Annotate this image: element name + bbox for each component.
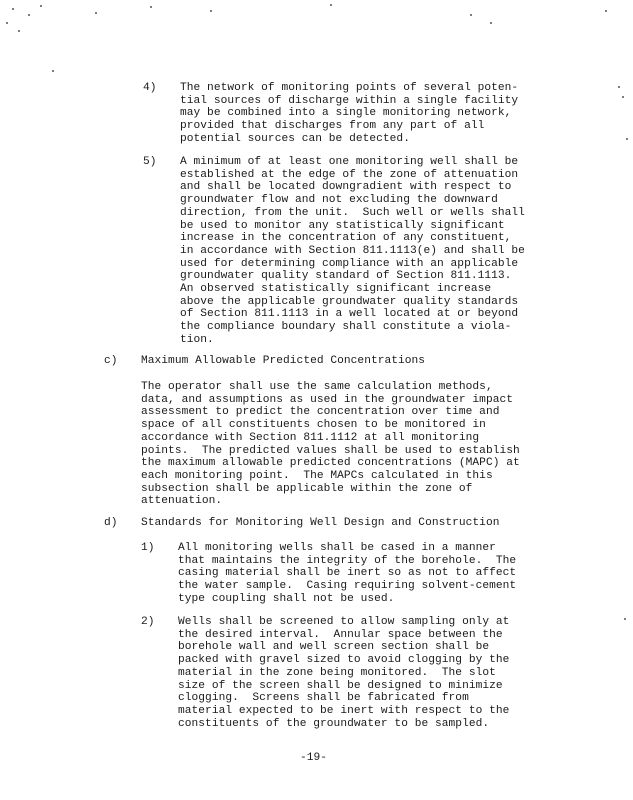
paragraph-line: assessment to predict the concentration over time and bbox=[141, 406, 500, 419]
paragraph-line: the maximum allowable predicted concentrations (MAPC) at bbox=[141, 457, 520, 470]
paragraph-line: casing material shall be inert so as not to affect bbox=[178, 567, 517, 580]
list-marker: 4) bbox=[143, 82, 157, 94]
paragraph-line: direction, from the unit. Such well or wells shall bbox=[180, 206, 525, 219]
paragraph-line: material expected to be inert with respect to the bbox=[178, 704, 510, 717]
list-marker: 2) bbox=[141, 616, 155, 628]
paragraph-line: may be combined into a single monitoring network, bbox=[180, 107, 512, 120]
paragraph-line: groundwater flow and not excluding the downward bbox=[180, 194, 498, 207]
paragraph-line: each monitoring point. The MAPCs calculated in this bbox=[141, 469, 493, 482]
paragraph-line: points. The predicted values shall be used to establish bbox=[141, 444, 520, 457]
section-marker: c) bbox=[104, 355, 118, 367]
paragraph-line: type coupling shall not be used. bbox=[178, 592, 395, 605]
paragraph-line: constituents of the groundwater to be sampled. bbox=[178, 717, 490, 730]
paragraph-line: space of all constituents chosen to be monitored in bbox=[141, 419, 486, 432]
paragraph-line: established at the edge of the zone of attenuation bbox=[180, 168, 519, 181]
paragraph-line: the desired interval. Annular space between the bbox=[178, 628, 503, 641]
paragraph-line: and shall be located downgradient with respect to bbox=[180, 181, 512, 194]
paragraph-line: accordance with Section 811.1112 at all monitoring bbox=[141, 431, 480, 444]
paragraph-line: groundwater quality standard of Section 811.1113. bbox=[180, 270, 512, 283]
section-marker: d) bbox=[104, 517, 118, 529]
paragraph-line: in accordance with Section 811.1113(e) and shall be bbox=[180, 244, 525, 257]
paragraph-line: data, and assumptions as used in the groundwater impact bbox=[141, 393, 513, 406]
paragraph-line: of Section 811.1113 in a well located at or beyond bbox=[180, 308, 519, 321]
paragraph-line: size of the screen shall be designed to minimize bbox=[178, 679, 503, 692]
paragraph-line: borehole wall and well screen section shall be bbox=[178, 641, 490, 654]
paragraph-line: the compliance boundary shall constitute a viola- bbox=[180, 321, 512, 334]
paragraph-line: be used to monitor any statistically significant bbox=[180, 219, 505, 232]
paragraph-line: packed with gravel sized to avoid clogging by the bbox=[178, 654, 510, 667]
paragraph-line: potential sources can be detected. bbox=[180, 132, 410, 145]
section-heading: Maximum Allowable Predicted Concentrations bbox=[141, 355, 426, 367]
paragraph-line: Wells shall be screened to allow sampling only at bbox=[178, 616, 510, 628]
paragraph-line: A minimum of at least one monitoring well shall be bbox=[180, 156, 519, 168]
paragraph-line: that maintains the integrity of the borehole. The bbox=[178, 554, 517, 567]
section-heading: Standards for Monitoring Well Design and Construction bbox=[141, 517, 500, 529]
paragraph-line: subsection shall be applicable within the zone of bbox=[141, 482, 473, 495]
paragraph-line: The operator shall use the same calculation methods, bbox=[141, 381, 493, 393]
paragraph-line: clogging. Screens shall be fabricated from bbox=[178, 692, 469, 705]
paragraph-line: material in the zone being monitored. The slot bbox=[178, 666, 496, 679]
paragraph-line: tion. bbox=[180, 333, 214, 346]
paragraph-line: attenuation. bbox=[141, 495, 223, 508]
paragraph-line: All monitoring wells shall be cased in a manner bbox=[178, 542, 496, 554]
paragraph-line: the water sample. Casing requiring solvent-cement bbox=[178, 580, 517, 593]
paragraph-line: above the applicable groundwater quality standards bbox=[180, 295, 519, 308]
paragraph-line: The network of monitoring points of several poten- bbox=[180, 82, 519, 94]
paragraph-line: An observed statistically significant increase bbox=[180, 283, 492, 295]
list-marker: 5) bbox=[143, 156, 157, 168]
list-marker: 1) bbox=[141, 542, 155, 554]
page-number: -19- bbox=[300, 752, 328, 764]
paragraph-line: increase in the concentration of any constituent, bbox=[180, 232, 512, 245]
paragraph-line: provided that discharges from any part of all bbox=[180, 120, 485, 133]
paragraph-line: tial sources of discharge within a single facility bbox=[180, 94, 519, 107]
paragraph-line: used for determining compliance with an applicable bbox=[180, 257, 519, 270]
